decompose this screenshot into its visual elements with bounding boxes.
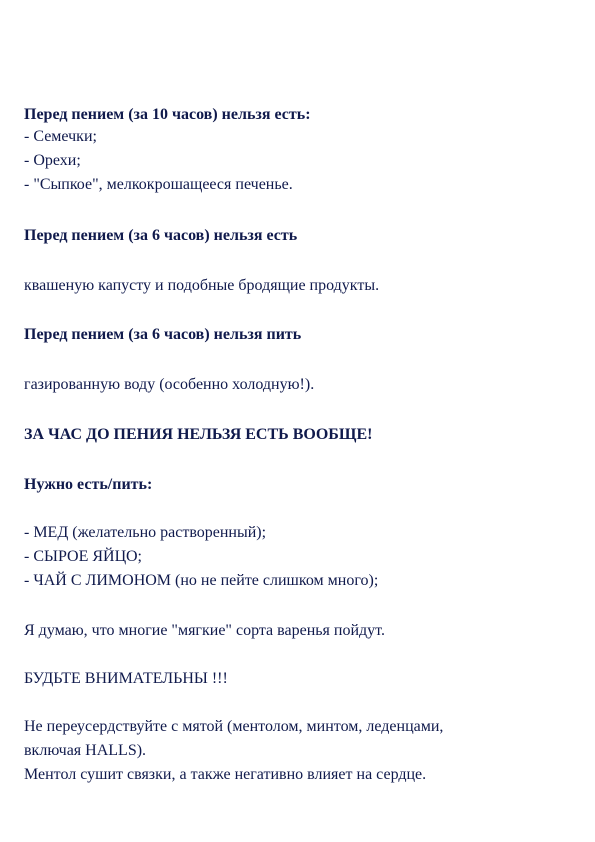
heading-be-careful: БУДЬТЕ ВНИМАТЕЛЬНЫ !!! (24, 670, 228, 687)
list-item-egg: - СЫРОЕ ЯЙЦО; (24, 548, 142, 565)
text-soda: газированную воду (особенно холодную!). (24, 376, 315, 393)
heading-10-hours: Перед пением (за 10 часов) нельзя есть: (24, 106, 311, 123)
heading-6-hours-eat: Перед пением (за 6 часов) нельзя есть (24, 227, 298, 244)
list-item-cookies: - "Сыпкое", мелкокрошащееся печенье. (24, 176, 293, 193)
list-item-seeds: - Семечки; (24, 128, 97, 145)
text-menthol-effect: Ментол сушит связки, а также негативно влияет на сердце. (24, 766, 427, 783)
text-halls: включая HALLS). (24, 742, 147, 759)
text-jam: Я думаю, что многие "мягкие" сорта варенья пойдут. (24, 622, 385, 639)
text-sauerkraut: квашеную капусту и подобные бродящие продукты. (24, 277, 380, 294)
list-item-nuts: - Орехи; (24, 152, 81, 169)
heading-6-hours-drink: Перед пением (за 6 часов) нельзя пить (24, 326, 302, 343)
heading-need-to-eat: Нужно есть/пить: (24, 476, 153, 493)
text-mint-warning: Не переусердствуйте с мятой (ментолом, минтом, леденцами, (24, 718, 444, 735)
list-item-honey: - МЕД (желательно растворенный); (24, 524, 267, 541)
list-item-tea: - ЧАЙ С ЛИМОНОМ (но не пейте слишком много); (24, 572, 379, 589)
heading-one-hour: ЗА ЧАС ДО ПЕНИЯ НЕЛЬЗЯ ЕСТЬ ВООБЩЕ! (24, 426, 373, 443)
